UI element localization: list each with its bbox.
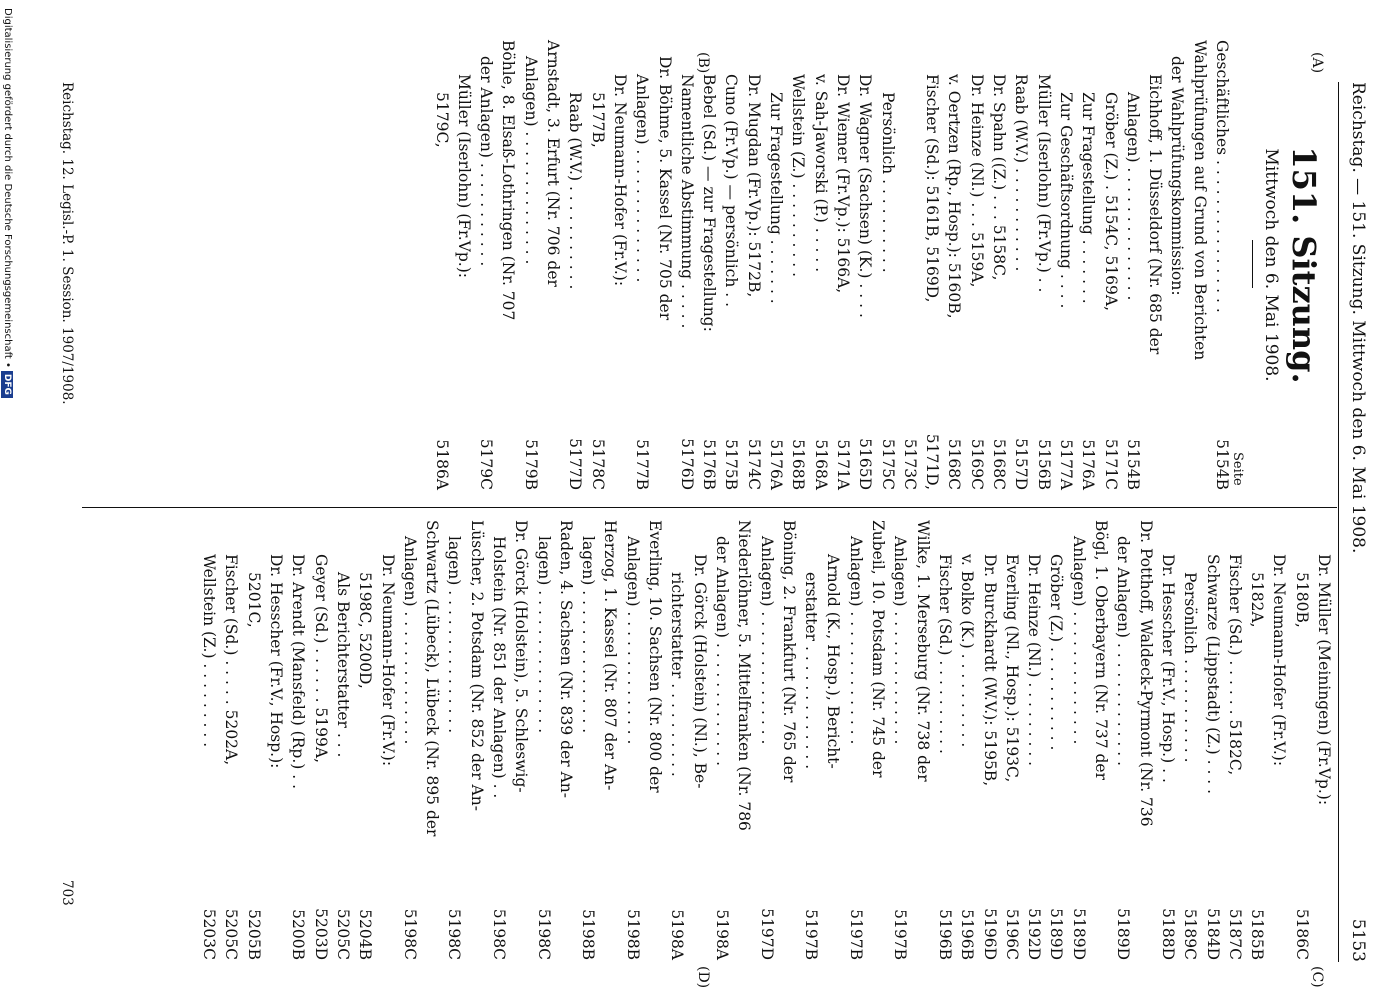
entry-text: der Anlagen) . . . . . . . . . . . [477,56,496,267]
index-entry [1023,520,1045,960]
entry-page-ref: 5171A [833,439,852,490]
index-entry [809,40,831,490]
right-column [198,520,1335,960]
entry-page-ref: 5186A [432,439,451,490]
entry-page-ref: 5175C [878,438,897,490]
entry-text: Fischer (Sd.) . . . . . . . . . . [935,554,954,754]
header-title: Reichstag. — 151. Sitzung. Mittwoch den 6. Mai 1908. [1348,82,1368,554]
entry-page-ref: 5157D [1012,438,1031,490]
entry-page-ref: 5168C [990,438,1009,490]
entry-page-ref: 5197B [846,909,865,960]
index-entry [666,520,688,960]
entry-text: Dr. Hesscher (Fr.V., Hosp.) . . [1158,554,1177,783]
index-entry [854,40,876,490]
index-entry [599,520,621,960]
index-entry [287,520,309,960]
entry-page-ref: 5187C [1225,908,1244,960]
index-entry [332,520,354,960]
index-entry [876,40,898,490]
entry-text: Zur Geschäftsordnung . . . . [1056,92,1075,309]
entry-text: Bögl, 1. Oberbayern (Nr. 737 der [1092,520,1111,780]
index-entry [577,520,599,960]
index-entry [765,40,787,490]
entry-text: Dr. Neumann-Hofer (Fr.V.): [610,74,629,287]
margin-letter-a: (A) [1309,52,1325,74]
entry-page-ref: 5189D [1047,908,1066,960]
index-entry [265,520,287,960]
entry-text: lagen) . . . . . . . . . . . . . . . [534,536,553,734]
index-entry [586,40,608,490]
index-entry [399,520,421,960]
entry-page-ref: 5188D [1158,908,1177,960]
footer-imprint: Reichstag. 12. Legisl.-P. 1. Session. 1907/1908. [59,82,75,405]
index-entry [1313,520,1335,960]
index-entry [965,40,987,490]
index-entry [1290,520,1312,960]
entry-page-ref: 5198B [623,909,642,960]
index-entry [698,40,720,490]
entry-page-ref: 5197B [891,909,910,960]
entry-page-ref: 5165D [856,438,875,490]
entry-text: Raab (W.V.) . . . . . . . . . . . [1012,74,1031,272]
index-entry [1211,40,1233,490]
entry-text: Cuno (Fr.Vp.) — persönlich . . [722,74,741,308]
title-rule [1252,240,1253,288]
column-divider [82,507,1337,508]
index-entry [488,520,510,960]
index-entry [676,40,698,490]
entry-text: Dr. Hesscher (Fr.V., Hosp.): [267,554,286,769]
index-entry [755,520,777,960]
entry-page-ref: 5192D [1025,908,1044,960]
entry-text: Everling (Nl., Hosp.): 5193C, [1002,554,1021,783]
entry-page-ref: 5197D [757,908,776,960]
index-entry [1055,40,1077,490]
entry-text: Dr. Görck (Holstein) (Nl.), Be- [690,554,709,789]
entry-page-ref: 5198C [534,908,553,960]
entry-text: v. Bolko (K.) . . . . . . . . . . [958,554,977,748]
entry-page-ref: 5186C [1292,908,1311,960]
index-entry [988,40,1010,490]
entry-page-ref: 5196C [1002,908,1021,960]
index-entry [1045,520,1067,960]
entry-text: Dr. Arendt (Mansfeld) (Rp.) . . [289,554,308,790]
entry-page-ref: 5168A [811,439,830,490]
entry-page-ref: 5204B [356,909,375,960]
index-entry [198,520,220,960]
session-date: Mittwoch den 6. Mai 1908. [1261,148,1281,382]
entry-text: der Wahlprüfungskommission: [1168,56,1187,296]
index-entry [1188,40,1210,490]
entry-text: Namentliche Abstimmung . . . . . [677,74,696,329]
index-entry [1268,520,1290,960]
entry-text: Dr. Görck (Holstein), 5. Schleswig- [512,520,531,793]
entry-text: v. Sah-Jaworski (P.) . . . . . [811,74,830,273]
entry-text: Anlagen) . . . . . . . . . . . . . . [1069,536,1088,745]
entry-page-ref: 5177A [1056,439,1075,490]
entry-text: Böhle, 8. Elsaß-Lothringen (Nr. 707 [499,40,518,321]
entry-page-ref: 5176A [767,439,786,490]
digitization-note [1,8,13,398]
entry-page-ref: 5205C [222,908,241,960]
entry-page-ref: 5198C [445,908,464,960]
index-entry [609,40,631,490]
entry-text: Raden, 4. Sachsen (Nr. 839 der An- [556,520,575,799]
entry-page-ref: 5171C [1101,438,1120,490]
index-entry [532,520,554,960]
entry-text: Zur Fragestellung . . . . . . . [1079,92,1098,304]
entry-page-ref: 5173C [900,438,919,490]
index-entry [1077,40,1099,490]
entry-text: Dr. Burckhardt (W.V.): 5195B, [980,554,999,787]
entry-text: Anlagen) . . . . . . . . . . . . . . [1123,92,1142,301]
entry-text: Dr. Spahn ((Z.) . . . 5158C, [990,74,1009,281]
index-entry [644,520,666,960]
entry-text: 5177B, [588,92,607,148]
entry-page-ref: 5200B [289,909,308,960]
seite-label-left: Seite [1230,452,1245,486]
index-entry [564,40,586,490]
entry-text: richterstatter . . . . . . . . . . [668,572,687,777]
entry-text: erstatter . . . . . . . . . . . . . [802,572,821,770]
entry-page-ref: 5177D [566,438,585,490]
index-entry [956,520,978,960]
running-header [1340,82,1368,962]
index-entry [1134,520,1156,960]
entry-text: Dr. Böhme, 5. Kassel (Nr. 705 der [655,56,674,321]
entry-page-ref: 5198C [490,908,509,960]
entry-text: der Anlagen) . . . . . . . . . . . . . [712,536,731,767]
entry-page-ref: 5176B [700,439,719,490]
entry-text: Gröber (Z.) . . . . . . . . . . . [1047,554,1066,751]
entry-page-ref: 5205B [244,909,263,960]
entry-text: Anlagen) . . . . . . . . . . . . . . [757,536,776,745]
footer-sheet-number: 703 [59,880,75,906]
entry-page-ref: 5168B [789,439,808,490]
index-entry [778,520,800,960]
index-entry [720,40,742,490]
index-entry [1166,40,1188,490]
index-entry [1032,40,1054,490]
entry-text: 5179C, [432,92,451,148]
entry-text: Wellstein (Z.) . . . . . . . . . [200,554,219,748]
entry-page-ref: 5156B [1034,439,1053,490]
entry-text: Dr. Potthoff, Waldeck-Pyrmont (Nr. 736 [1136,520,1155,827]
entry-page-ref: 5203C [200,908,219,960]
entry-text: Dr. Wagner (Sachsen) (K.) . . . . [856,74,875,318]
index-entry [1144,40,1166,490]
entry-text: Niederlöhner, 5. Mittelfranken (Nr. 786 [735,520,754,831]
entry-text: 5198C, 5200D, [356,572,375,689]
index-entry [430,40,452,490]
index-entry [1224,520,1246,960]
entry-text: Fischer (Sd.): 5161B, 5169D, [923,74,942,303]
index-entry [1067,520,1089,960]
margin-letter-b: (B) [695,52,711,74]
entry-page-ref: 5196B [935,909,954,960]
entry-page-ref: 5196B [958,909,977,960]
entry-page-ref: 5175B [722,439,741,490]
index-entry [376,520,398,960]
entry-text: Persönlich . . . . . . . . . . [878,92,897,273]
index-entry [220,520,242,960]
entry-text: Arnold (K., Hosp.), Bericht- [824,554,843,769]
entry-page-ref: 5171D, [923,433,942,490]
index-entry [688,520,710,960]
entry-page-ref: 5177B [633,439,652,490]
index-entry [1001,520,1023,960]
index-entry [465,520,487,960]
entry-text: Anlagen) . . . . . . . . . . . . . . [623,536,642,745]
entry-text: Persönlich . . . . . . . . . . . [1181,572,1200,763]
index-entry [475,40,497,490]
index-entry [1157,520,1179,960]
index-entry [1246,520,1268,960]
entry-text: Fischer (Sd.) . . . . . . 5182C, [1225,554,1244,776]
digitization-text: Digitalisierung gefördert durch die Deutsche Forschungsgemeinschaft • [2,8,13,368]
entry-text: Als Berichterstatter . . . [333,572,352,758]
entry-text: Schwartz (Lübeck), Lübeck (Nr. 895 der [423,520,442,837]
index-entry [1112,520,1134,960]
index-entry [742,40,764,490]
index-entry [978,520,1000,960]
entry-page-ref: 5197B [802,909,821,960]
entry-page-ref: 5196D [980,908,999,960]
index-entry [822,520,844,960]
entry-page-ref: 5189C [1181,908,1200,960]
entry-text: 5182A, [1248,572,1267,628]
index-entry [943,40,965,490]
index-entry [844,520,866,960]
header-rule [1338,82,1339,962]
entry-page-ref: 5184D [1203,908,1222,960]
session-title: 151. Sitzung. [1285,146,1323,384]
dfg-logo: DFG [1,371,13,398]
entry-text: Geyer (Sd.) . . . . . . 5199A, [311,554,330,764]
index-entry [354,520,376,960]
entry-page-ref: 5178C [588,438,607,490]
entry-page-ref: 5168C [945,438,964,490]
margin-letter-d: (D) [695,966,711,989]
entry-text: Anlagen) . . . . . . . . . . . . . . [846,536,865,745]
entry-page-ref: 5154B [1213,439,1231,490]
index-entry [867,520,889,960]
entry-text: Zur Fragestellung . . . . . . . [767,92,786,304]
index-entry [1099,40,1121,490]
entry-page-ref: 5179C [477,438,496,490]
index-entry [497,40,519,490]
entry-page-ref: 5179B [521,439,540,490]
index-entry [1090,520,1112,960]
entry-text: Anlagen) . . . . . . . . . . . . . . [891,536,910,745]
entry-text: Anlagen) . . . . . . . . . . . . . . [633,74,652,283]
index-entry [453,40,475,490]
index-entry [800,520,822,960]
index-entry [421,520,443,960]
index-entry [1201,520,1223,960]
index-entry [899,40,921,490]
entry-text: Raab (W.V.) . . . . . . . . . . . [566,92,585,290]
entry-text: Geschäftliches . . . . . . . . . . . . . . . . [1213,40,1231,313]
entry-text: Schwarze (Lippstadt) (Z.) . . . . [1203,554,1222,795]
entry-text: Dr. Müller (Meiningen) (Fr.Vp.): [1315,554,1333,806]
entry-text: lagen) . . . . . . . . . . . . . . . [445,536,464,734]
entry-text: Bebel (Sd.) — zur Fragestellung: [700,74,719,332]
index-entry [1010,40,1032,490]
index-entry [711,520,733,960]
index-entry [921,40,943,490]
index-entry [911,520,933,960]
entry-page-ref: 5176D [677,438,696,490]
entry-text: Wilke, 1. Merseburg (Nr. 738 der [913,520,932,782]
entry-page-ref: 5154B [1123,439,1142,490]
entry-text: Eichhoff, 1. Düsseldorf (Nr. 685 der [1146,74,1165,355]
entry-page-ref: 5189D [1069,908,1088,960]
entry-page-ref: 5176A [1079,439,1098,490]
entry-text: Gröber (Z.) . 5154C, 5169A, [1101,92,1120,312]
entry-page-ref: 5169C [967,438,986,490]
entry-page-ref: 5185B [1248,909,1267,960]
index-entry [733,520,755,960]
entry-page-ref: 5189D [1114,908,1133,960]
index-entry [443,520,465,960]
index-entry [934,520,956,960]
entry-text: Fischer (Sd.) . . . . . 5202A, [222,554,241,766]
entry-text: Dr. Neumann-Hofer (Fr.V.): [1270,554,1289,767]
entry-page-ref: 5203D [311,908,330,960]
entry-text: Lüscher, 2. Potsdam (Nr. 852 der An- [467,520,486,811]
entry-text: Böning, 2. Frankfurt (Nr. 765 der [779,520,798,783]
index-entry [889,520,911,960]
entry-text: Dr. Mugdan (Fr.Vp.): 5172B, [744,74,763,298]
index-entry [542,40,564,490]
index-entry [1122,40,1144,490]
entry-text: Anlagen) . . . . . . . . . . . . . . [400,536,419,745]
index-entry [631,40,653,490]
index-entry [510,520,532,960]
entry-text: Everling, 10. Sachsen (Nr. 800 der [646,520,665,793]
entry-page-ref: 5174C [744,438,763,490]
index-entry [653,40,675,490]
entry-text: 5180B, [1292,572,1311,628]
index-entry [555,520,577,960]
entry-text: Arnstadt, 3. Erfurt (Nr. 706 der [544,40,563,287]
entry-text: Herzog, 1. Kassel (Nr. 807 der An- [601,520,620,791]
index-entry [242,520,264,960]
margin-letter-c: (C) [1309,966,1325,988]
entry-text: der Anlagen) . . . . . . . . . . . . . [1114,536,1133,767]
entry-text: Wellstein (Z.) . . . . . . . . . . [789,74,808,278]
index-entry [520,40,542,490]
left-column [430,40,1233,490]
entry-text: Zubeil, 10. Potsdam (Nr. 745 der [869,520,888,778]
entry-page-ref: 5198B [579,909,598,960]
page-number: 5153 [1348,918,1368,962]
entry-page-ref: 5198A [712,909,731,960]
entry-page-ref: 5205C [333,908,352,960]
entry-text: Dr. Heinze (Nl.) . . . 5159A, [967,74,986,288]
entry-text: Holstein (Nr. 851 der Anlagen) . . [490,536,509,799]
entry-text: 5201C, [244,572,263,628]
entry-text: Dr. Neumann-Hofer (Fr.V.): [378,554,397,767]
index-entry [309,520,331,960]
entry-text: Dr. Heinze (Nl.) . . . . . . . . . [1025,554,1044,767]
entry-text: v. Oertzen (Rp., Hosp.): 5160B, [945,74,964,319]
index-entry [787,40,809,490]
entry-text: Müller (Iserlohn) (Fr.Vp.) . . [1034,74,1053,293]
entry-text: Wahlprüfungen auf Grund von Berichten [1190,40,1209,361]
entry-page-ref: 5198A [668,909,687,960]
entry-text: Dr. Wiemer (Fr.Vp.): 5166A, [833,74,852,294]
index-entry [622,520,644,960]
index-entry [832,40,854,490]
entry-text: lagen) . . . . . . . . . . . . . . . [579,536,598,734]
entry-text: Müller (Iserlohn) (Fr.Vp.): [454,74,473,278]
entry-page-ref: 5198C [400,908,419,960]
index-entry [1179,520,1201,960]
entry-text: Anlagen) . . . . . . . . . . . . . . [521,56,540,265]
